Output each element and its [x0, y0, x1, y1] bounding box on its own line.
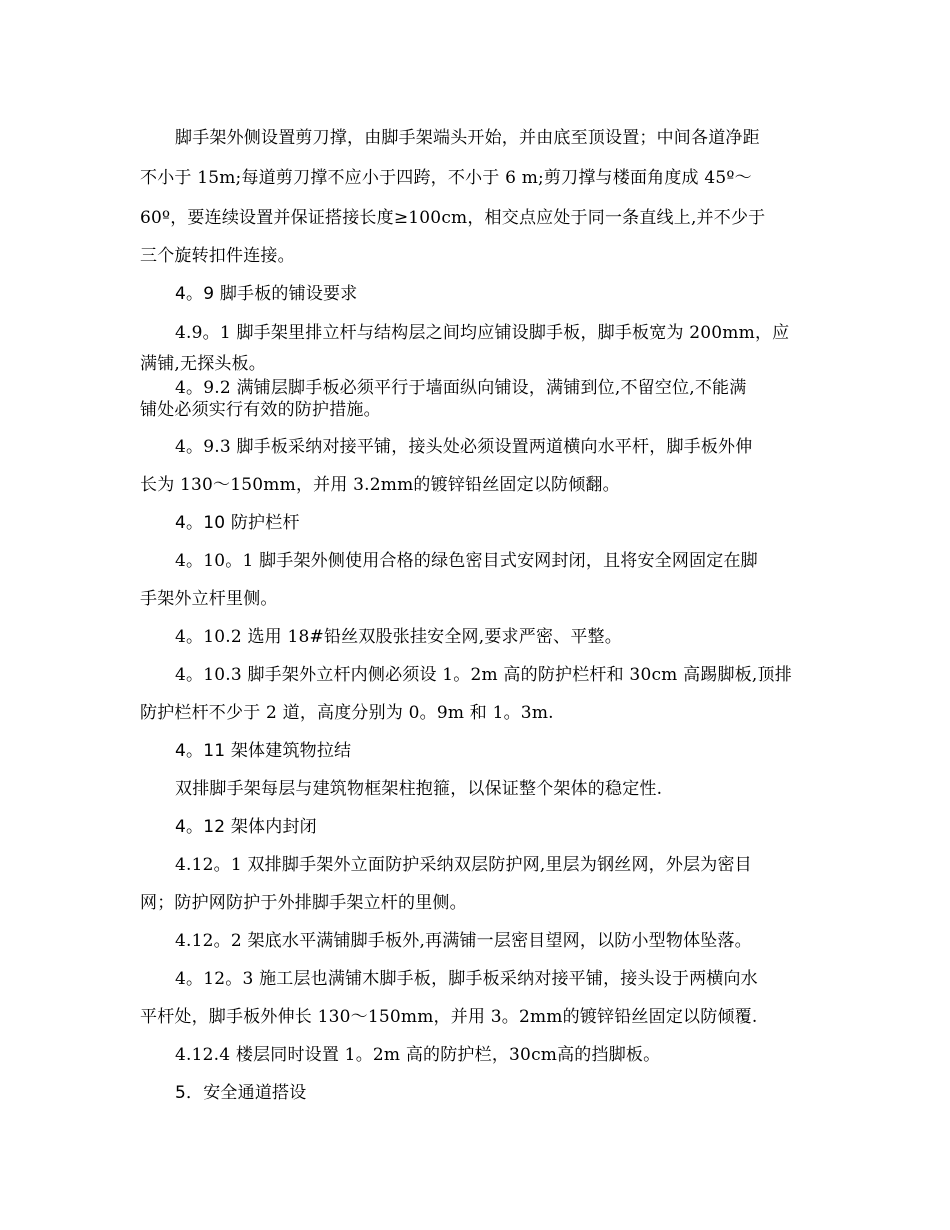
paragraph-line: 防护栏杆不少于 2 道，高度分别为 0。9m 和 1。3m. [140, 703, 554, 723]
paragraph-line: 网；防护网防护于外排脚手架立杆的里侧。 [140, 893, 467, 913]
paragraph-line: 4.9。1 脚手架里排立杆与结构层之间均应铺设脚手板，脚手板宽为 200mm，应 [175, 323, 790, 343]
paragraph-line: 4。10.2 选用 18#铅丝双股张挂安全网,要求严密、平整。 [175, 627, 622, 647]
paragraph-line: 4。9.3 脚手板采纳对接平铺，接头处必须设置两道横向水平杆，脚手板外伸 [175, 437, 753, 457]
section-heading: 4。10 防护栏杆 [175, 513, 300, 533]
paragraph-line: 4。9.2 满铺层脚手板必须平行于墙面纵向铺设，满铺到位,不留空位,不能满 [175, 378, 747, 398]
paragraph-line: 4.12。1 双排脚手架外立面防护采纳双层防护网,里层为钢丝网，外层为密目 [175, 855, 752, 875]
section-heading: 4。11 架体建筑物拉结 [175, 741, 352, 761]
paragraph-line: 不小于 15m;每道剪刀撑不应小于四跨，不小于 6 m;剪刀撑与楼面角度成 45º～ [140, 168, 752, 188]
paragraph-line: 三个旋转扣件连接。 [140, 246, 295, 266]
paragraph-line: 脚手架外侧设置剪刀撑，由脚手架端头开始，并由底至顶设置；中间各道净距 [175, 128, 760, 148]
paragraph-line: 4。10.3 脚手架外立杆内侧必须设 1。2m 高的防护栏杆和 30cm 高踢脚板,顶排 [175, 665, 792, 685]
paragraph-line: 4。10。1 脚手架外侧使用合格的绿色密目式安网封闭，且将安全网固定在脚 [175, 551, 758, 571]
paragraph-line: 长为 130～150mm，并用 3.2mm的镀锌铅丝固定以防倾翻。 [140, 475, 620, 495]
section-heading: 4。12 架体内封闭 [175, 817, 317, 837]
paragraph-line: 4。12。3 施工层也满铺木脚手板，脚手板采纳对接平铺，接头设于两横向水 [175, 969, 758, 989]
paragraph-line: 4.12。2 架底水平满铺脚手板外,再满铺一层密目望网，以防小型物体坠落。 [175, 931, 752, 951]
paragraph-line: 平杆处，脚手板外伸长 130～150mm，并用 3。2mm的镀锌铅丝固定以防倾覆. [140, 1007, 758, 1027]
paragraph-line: 满铺,无探头板。 [140, 354, 267, 374]
paragraph-line: 60º，要连续设置并保证搭接长度≥100cm，相交点应处于同一条直线上,并不少于 [140, 208, 766, 228]
paragraph-line: 铺处必须实行有效的防护措施。 [140, 400, 381, 420]
paragraph-line: 双排脚手架每层与建筑物框架柱抱箍，以保证整个架体的稳定性. [175, 779, 663, 799]
paragraph-line: 4.12.4 楼层同时设置 1。2m 高的防护栏，30cm高的挡脚板。 [175, 1045, 661, 1065]
section-heading: 4。9 脚手板的铺设要求 [175, 284, 358, 304]
paragraph-line: 手架外立杆里侧。 [140, 589, 278, 609]
section-heading: 5．安全通道搭设 [175, 1083, 307, 1103]
